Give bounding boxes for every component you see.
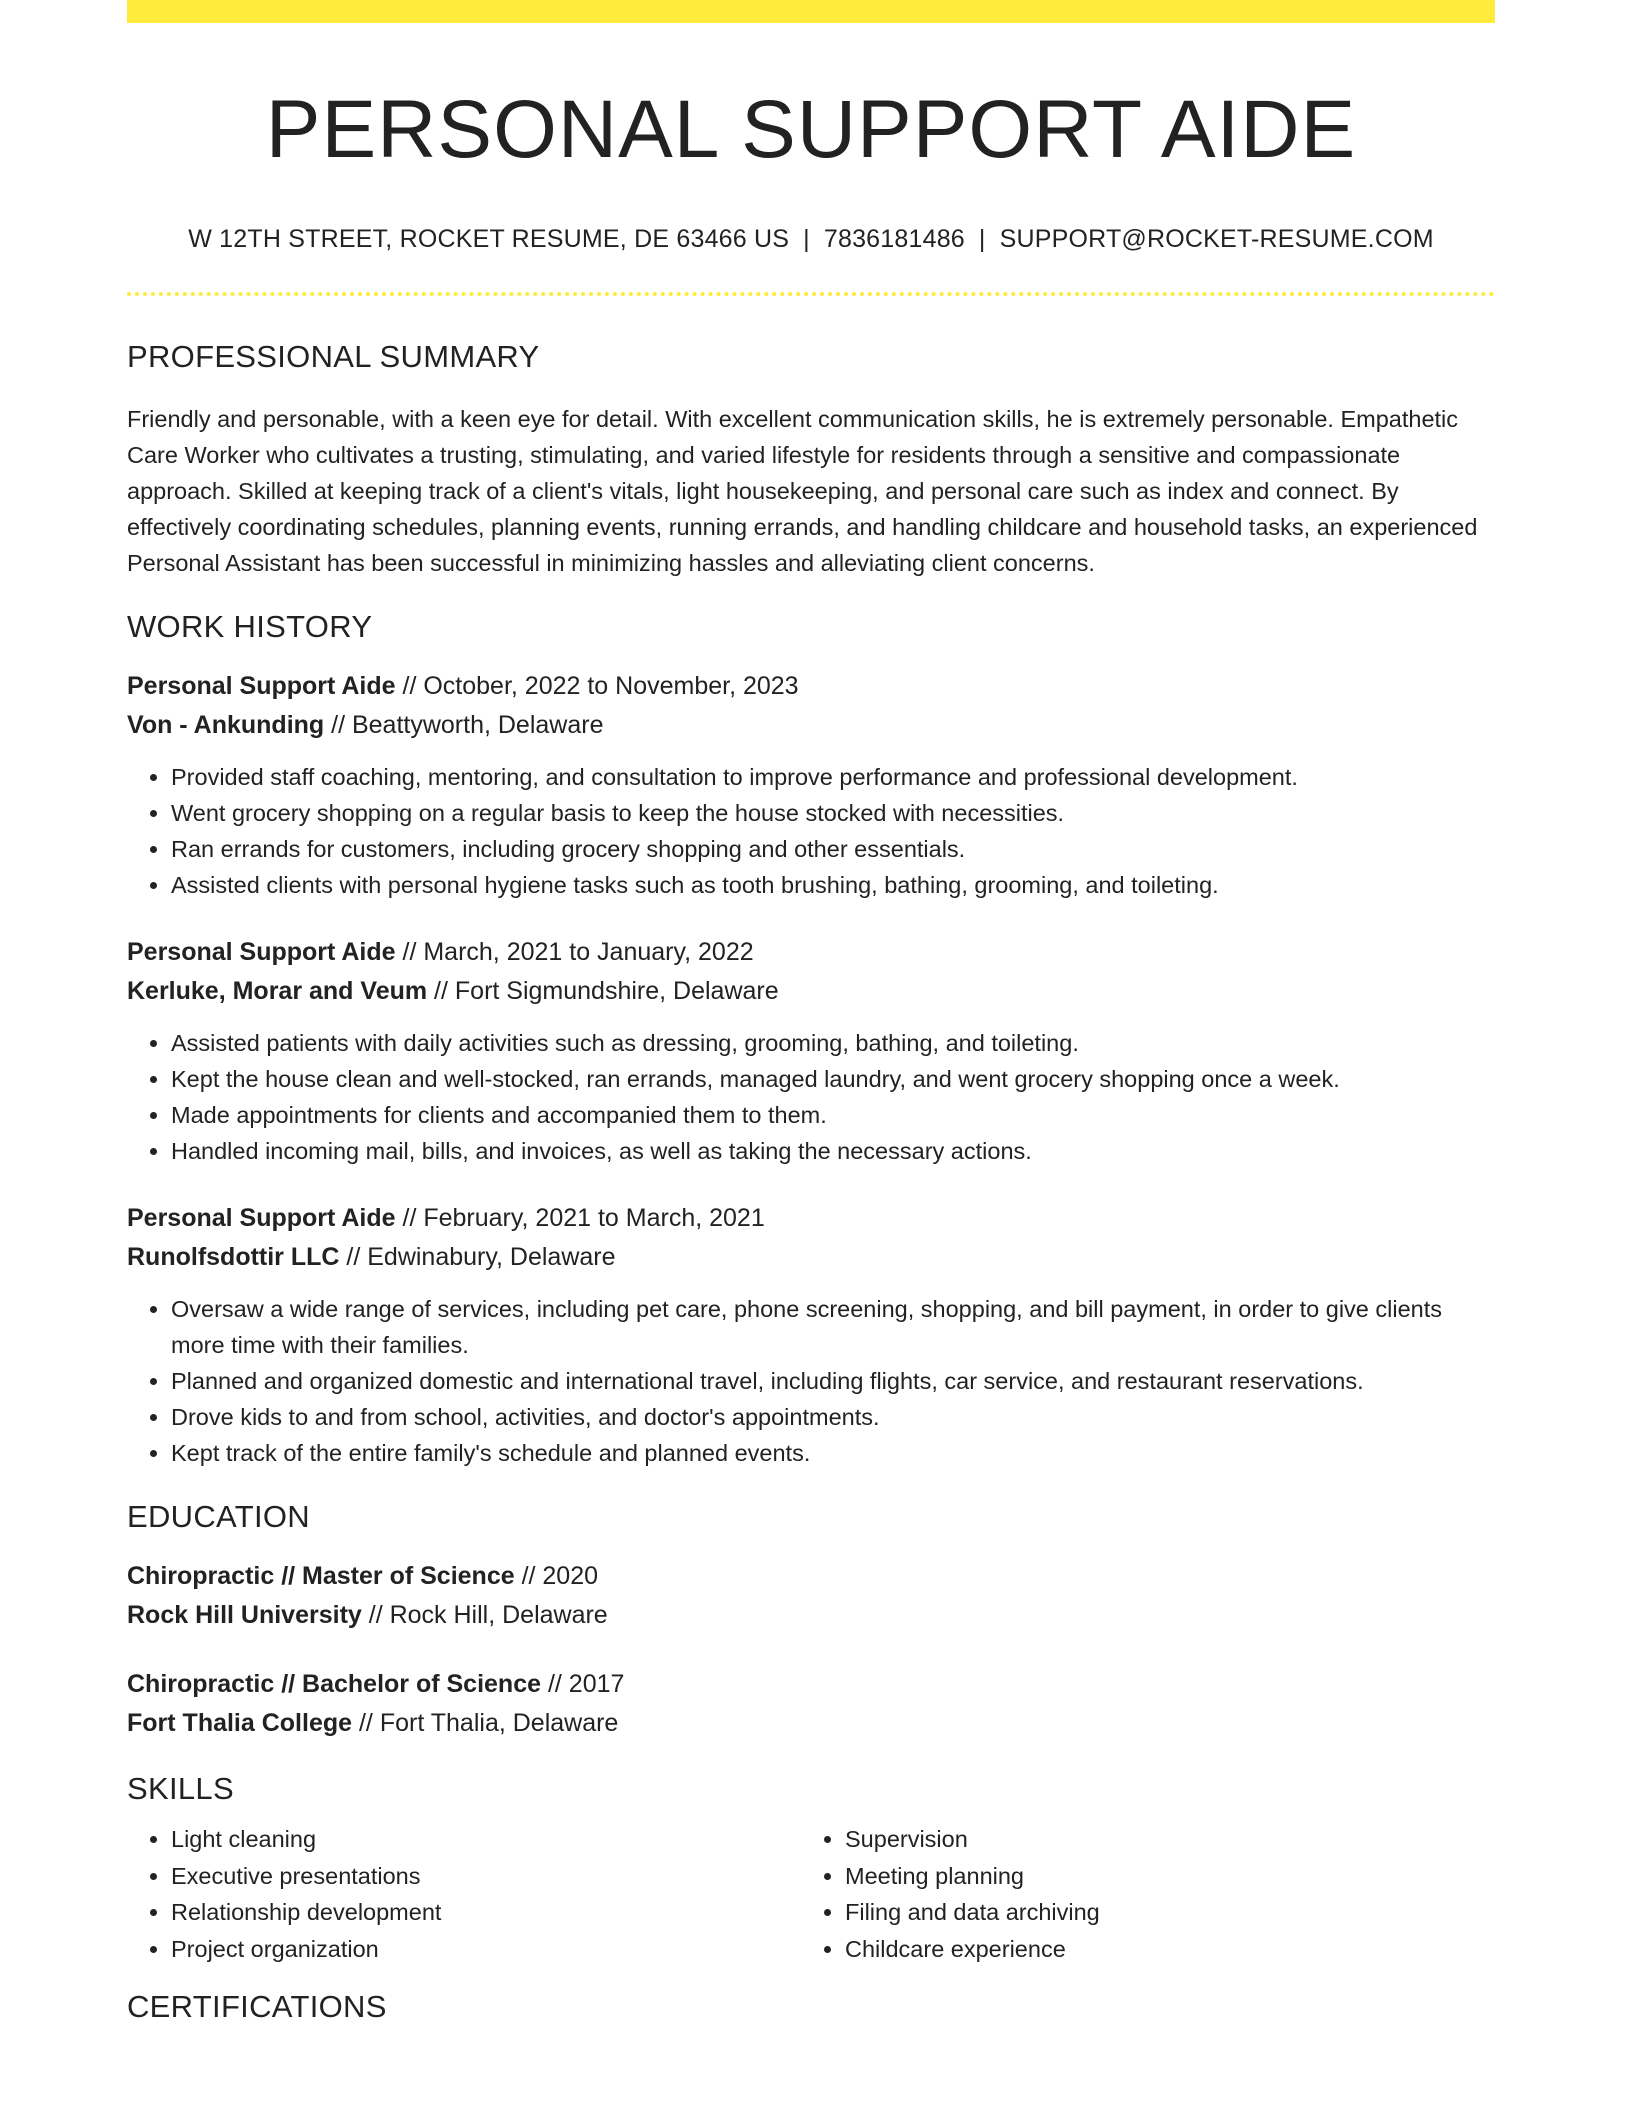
education-entry [127,1665,1495,1743]
contact-email: SUPPORT@ROCKET-RESUME.COM [999,225,1434,254]
job-company-line [127,1238,1495,1277]
job-bullet: • Provided staff coaching, mentoring, and consultation to improve performance and professional development. [171,759,1495,795]
dotted-divider [127,292,1495,296]
job-title-line [127,1199,1495,1238]
job-bullets [127,1025,1495,1169]
contact-separator: | [978,225,986,254]
education-location: // Fort Thalia, Delaware [352,1709,619,1738]
job-title-line [127,667,1495,706]
job-company: Runolfsdottir LLC [127,1243,340,1272]
skill-item: • Meeting planning [845,1858,1475,1895]
skill-item: • Childcare experience [845,1931,1475,1968]
contact-phone: 7836181486 [823,225,965,254]
job-role: Personal Support Aide [127,938,396,967]
skill-item: • Relationship development [171,1894,801,1931]
education-degree-line [127,1557,1495,1596]
job-location: // Edwinabury, Delaware [339,1243,616,1272]
job-role: Personal Support Aide [127,1204,396,1233]
job-bullet: • Kept track of the entire family's schedule and planned events. [171,1435,1495,1471]
education-school-line [127,1704,1495,1743]
job-bullet: • Handled incoming mail, bills, and invoices, as well as taking the necessary actions. [171,1133,1495,1169]
job-dates: // February, 2021 to March, 2021 [395,1204,765,1233]
job-bullet: • Assisted clients with personal hygiene tasks such as tooth brushing, bathing, grooming, and toileting. [171,867,1495,903]
education-year: // 2017 [541,1670,625,1699]
contact-line [127,225,1495,254]
contact-separator: | [803,225,810,254]
contact-address: W 12TH STREET, ROCKET RESUME, DE 63466 US [188,225,790,254]
job-role: Personal Support Aide [127,672,396,701]
job-company-line [127,706,1495,745]
job-bullet: • Planned and organized domestic and international travel, including flights, car service, and restaurant reservations. [171,1363,1495,1399]
job-bullet: • Drove kids to and from school, activities, and doctor's appointments. [171,1399,1495,1435]
job-title-line [127,933,1495,972]
education-location: // Rock Hill, Delaware [361,1601,608,1630]
skill-item: • Supervision [845,1821,1475,1858]
education-school-line [127,1596,1495,1635]
education-degree-line [127,1665,1495,1704]
education-year: // 2020 [514,1562,599,1591]
summary-text: Friendly and personable, with a keen eye for detail. With excellent communication skills, he is extremely personable. Empathetic Care Worker who cultivates a trusting, stimulating, and varied lifestyle for residents through a sensitive and compassionate approach. Skilled at keeping track of a client's vitals, light housekeeping, and personal care such as index and connect. By effectively coordinating schedules, planning events, running errands, and handling childcare and household tasks, an experienced Personal Assistant has been successful in minimizing hassles and alleviating client concerns. [127,406,1478,577]
job-location: // Fort Sigmundshire, Delaware [427,977,779,1006]
skills-column-left [127,1821,801,1967]
job-company-line [127,972,1495,1011]
education-school: Rock Hill University [127,1601,362,1630]
section-title-skills: SKILLS [127,1771,234,1807]
job-bullets [127,1291,1495,1471]
skills-column-right [801,1821,1475,1967]
resume-name: PERSONAL SUPPORT AIDE [265,84,1357,175]
skill-item: • Project organization [171,1931,801,1968]
job-location: // Beattyworth, Delaware [324,711,604,740]
job-bullet: • Kept the house clean and well-stocked, ran errands, managed laundry, and went grocery shopping once a week. [171,1061,1495,1097]
education-degree: Chiropractic // Bachelor of Science [127,1670,542,1699]
section-title-education: EDUCATION [127,1499,310,1535]
skills-grid [127,1821,1495,1967]
job-bullet: • Made appointments for clients and accompanied them to them. [171,1097,1495,1133]
education-degree: Chiropractic // Master of Science [127,1562,515,1591]
section-title-summary: PROFESSIONAL SUMMARY [127,339,540,375]
resume-page [127,0,1495,2025]
section-title-certifications: CERTIFICATIONS [127,1989,387,2025]
job-entry [127,1199,1495,1471]
job-bullet: • Oversaw a wide range of services, including pet care, phone screening, shopping, and bill payment, in order to give clients more time with their families. [171,1291,1495,1363]
job-bullets [127,759,1495,903]
job-entry [127,667,1495,903]
job-bullet: • Went grocery shopping on a regular basis to keep the house stocked with necessities. [171,795,1495,831]
skill-item: • Light cleaning [171,1821,801,1858]
job-company: Von - Ankunding [127,711,325,740]
job-dates: // October, 2022 to November, 2023 [395,672,799,701]
skill-item: • Filing and data archiving [845,1894,1475,1931]
job-bullet: • Assisted patients with daily activities such as dressing, grooming, bathing, and toileting. [171,1025,1495,1061]
education-school: Fort Thalia College [127,1709,353,1738]
education-entry [127,1557,1495,1635]
job-dates: // March, 2021 to January, 2022 [395,938,754,967]
job-company: Kerluke, Morar and Veum [127,977,428,1006]
job-entry [127,933,1495,1169]
top-accent-bar [127,0,1495,23]
skill-item: • Executive presentations [171,1858,801,1895]
section-title-work-history: WORK HISTORY [127,609,373,645]
job-bullet: • Ran errands for customers, including grocery shopping and other essentials. [171,831,1495,867]
